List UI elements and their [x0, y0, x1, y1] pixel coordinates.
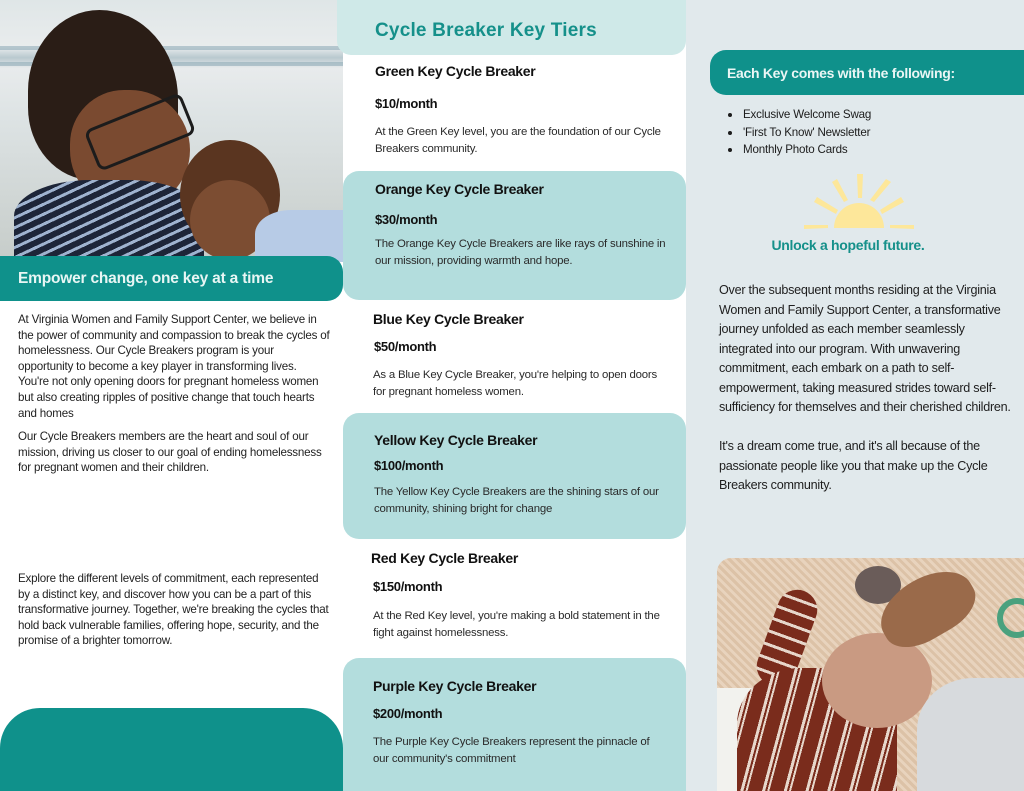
- benefit-text: 'First To Know' Newsletter: [743, 125, 871, 139]
- bullet-icon: [728, 148, 732, 152]
- tier-blue: [343, 300, 686, 410]
- tagline: Unlock a hopeful future.: [771, 237, 925, 253]
- bullet-icon: [728, 113, 732, 117]
- tier-price: $200/month: [373, 706, 443, 721]
- tiers-title: Cycle Breaker Key Tiers: [375, 20, 597, 41]
- intro-text: [18, 312, 330, 476]
- tier-name: Blue Key Cycle Breaker: [373, 311, 524, 327]
- benefit-item: [726, 141, 871, 159]
- tiers-panel: [343, 0, 686, 791]
- tier-description: The Orange Key Cycle Breakers are like rays of sunshine in our mission, providing warmth and hope.: [375, 238, 666, 267]
- tier-green: [343, 56, 686, 166]
- bullet-icon: [728, 131, 732, 135]
- left-panel: [0, 0, 343, 791]
- explore-paragraph: Explore the different levels of commitment, each represented by a distinct key, and discover how you can be a part of this transformative journey. Together, we're breaking the cycles that hold back vulnerable families, offering hope, security, and the promise of a brighter tomorrow.: [18, 572, 329, 648]
- benefits-panel: [686, 0, 1024, 791]
- story-paragraph: It's a dream come true, and it's all because of the passionate people like you that make up the Cycle Breakers community.: [719, 439, 988, 492]
- benefit-text: Exclusive Welcome Swag: [743, 108, 872, 121]
- tier-price: $50/month: [374, 339, 437, 354]
- sun-icon: [804, 172, 914, 232]
- benefit-item: [726, 124, 871, 142]
- tier-description: At the Red Key level, you're making a bold statement in the fight against homelessness.: [373, 610, 660, 639]
- intro-paragraph: At Virginia Women and Family Support Center, we believe in the power of community and compassion to break the cycles of homelessness. Our Cycle Breakers program is your opportunity to become a key player in transforming lives. You're not only opening doors for pregnant homeless women but also creating ripples of positive change that touch hearts and homes: [18, 313, 330, 420]
- story-paragraph: Over the subsequent months residing at the Virginia Women and Family Support Center, a transformative journey unfolded as each member seamlessly integrated into our program. With unwavering commitment, each embark on a path to self-empowerment, taking measured strides toward self-sufficiency for themselves and their cherished children.: [719, 283, 1011, 414]
- tier-name: Orange Key Cycle Breaker: [375, 181, 544, 197]
- tier-description: The Purple Key Cycle Breakers represent the pinnacle of our community's commitment: [373, 736, 650, 765]
- photo-detail: [917, 678, 1024, 791]
- photo-detail: [255, 210, 343, 262]
- tier-description: The Yellow Key Cycle Breakers are the shining stars of our community, shining bright for change: [374, 486, 659, 515]
- tier-orange: [343, 171, 686, 300]
- photo-detail: [14, 180, 204, 262]
- explore-text: [18, 571, 330, 649]
- empower-heading-bar: [0, 256, 343, 301]
- benefits-heading-bar: [710, 50, 1024, 95]
- tier-name: Red Key Cycle Breaker: [371, 550, 519, 566]
- tier-description: As a Blue Key Cycle Breaker, you're helping to open doors for pregnant homeless women.: [373, 369, 657, 398]
- tier-name: Green Key Cycle Breaker: [375, 63, 536, 79]
- infant-photo: [717, 558, 1024, 791]
- photo-detail: [997, 598, 1024, 638]
- tier-price: $150/month: [373, 579, 443, 594]
- tier-price: $30/month: [375, 212, 438, 227]
- photo-detail: [822, 633, 932, 728]
- decorative-teal-block: [0, 708, 343, 791]
- benefit-item: [726, 106, 871, 124]
- tiers-header: [337, 0, 686, 55]
- tier-price: $100/month: [374, 458, 444, 473]
- tier-yellow: [343, 413, 686, 539]
- tier-purple: [343, 658, 686, 791]
- tier-name: Purple Key Cycle Breaker: [373, 678, 537, 694]
- tier-description: At the Green Key level, you are the foundation of our Cycle Breakers community.: [375, 126, 661, 155]
- tier-name: Yellow Key Cycle Breaker: [374, 432, 538, 448]
- empower-heading: Empower change, one key at a time: [18, 269, 274, 287]
- tier-red: [343, 539, 686, 657]
- benefit-text: Monthly Photo Cards: [743, 143, 848, 156]
- tier-price: $10/month: [375, 96, 438, 111]
- intro-paragraph: Our Cycle Breakers members are the heart and soul of our mission, driving us closer to our goal of ending homelessness for pregnant women and their children.: [18, 430, 322, 475]
- story-text: [719, 281, 1011, 496]
- benefits-list: [726, 106, 871, 159]
- mother-child-photo: [0, 0, 343, 262]
- benefits-heading: Each Key comes with the following:: [727, 64, 955, 81]
